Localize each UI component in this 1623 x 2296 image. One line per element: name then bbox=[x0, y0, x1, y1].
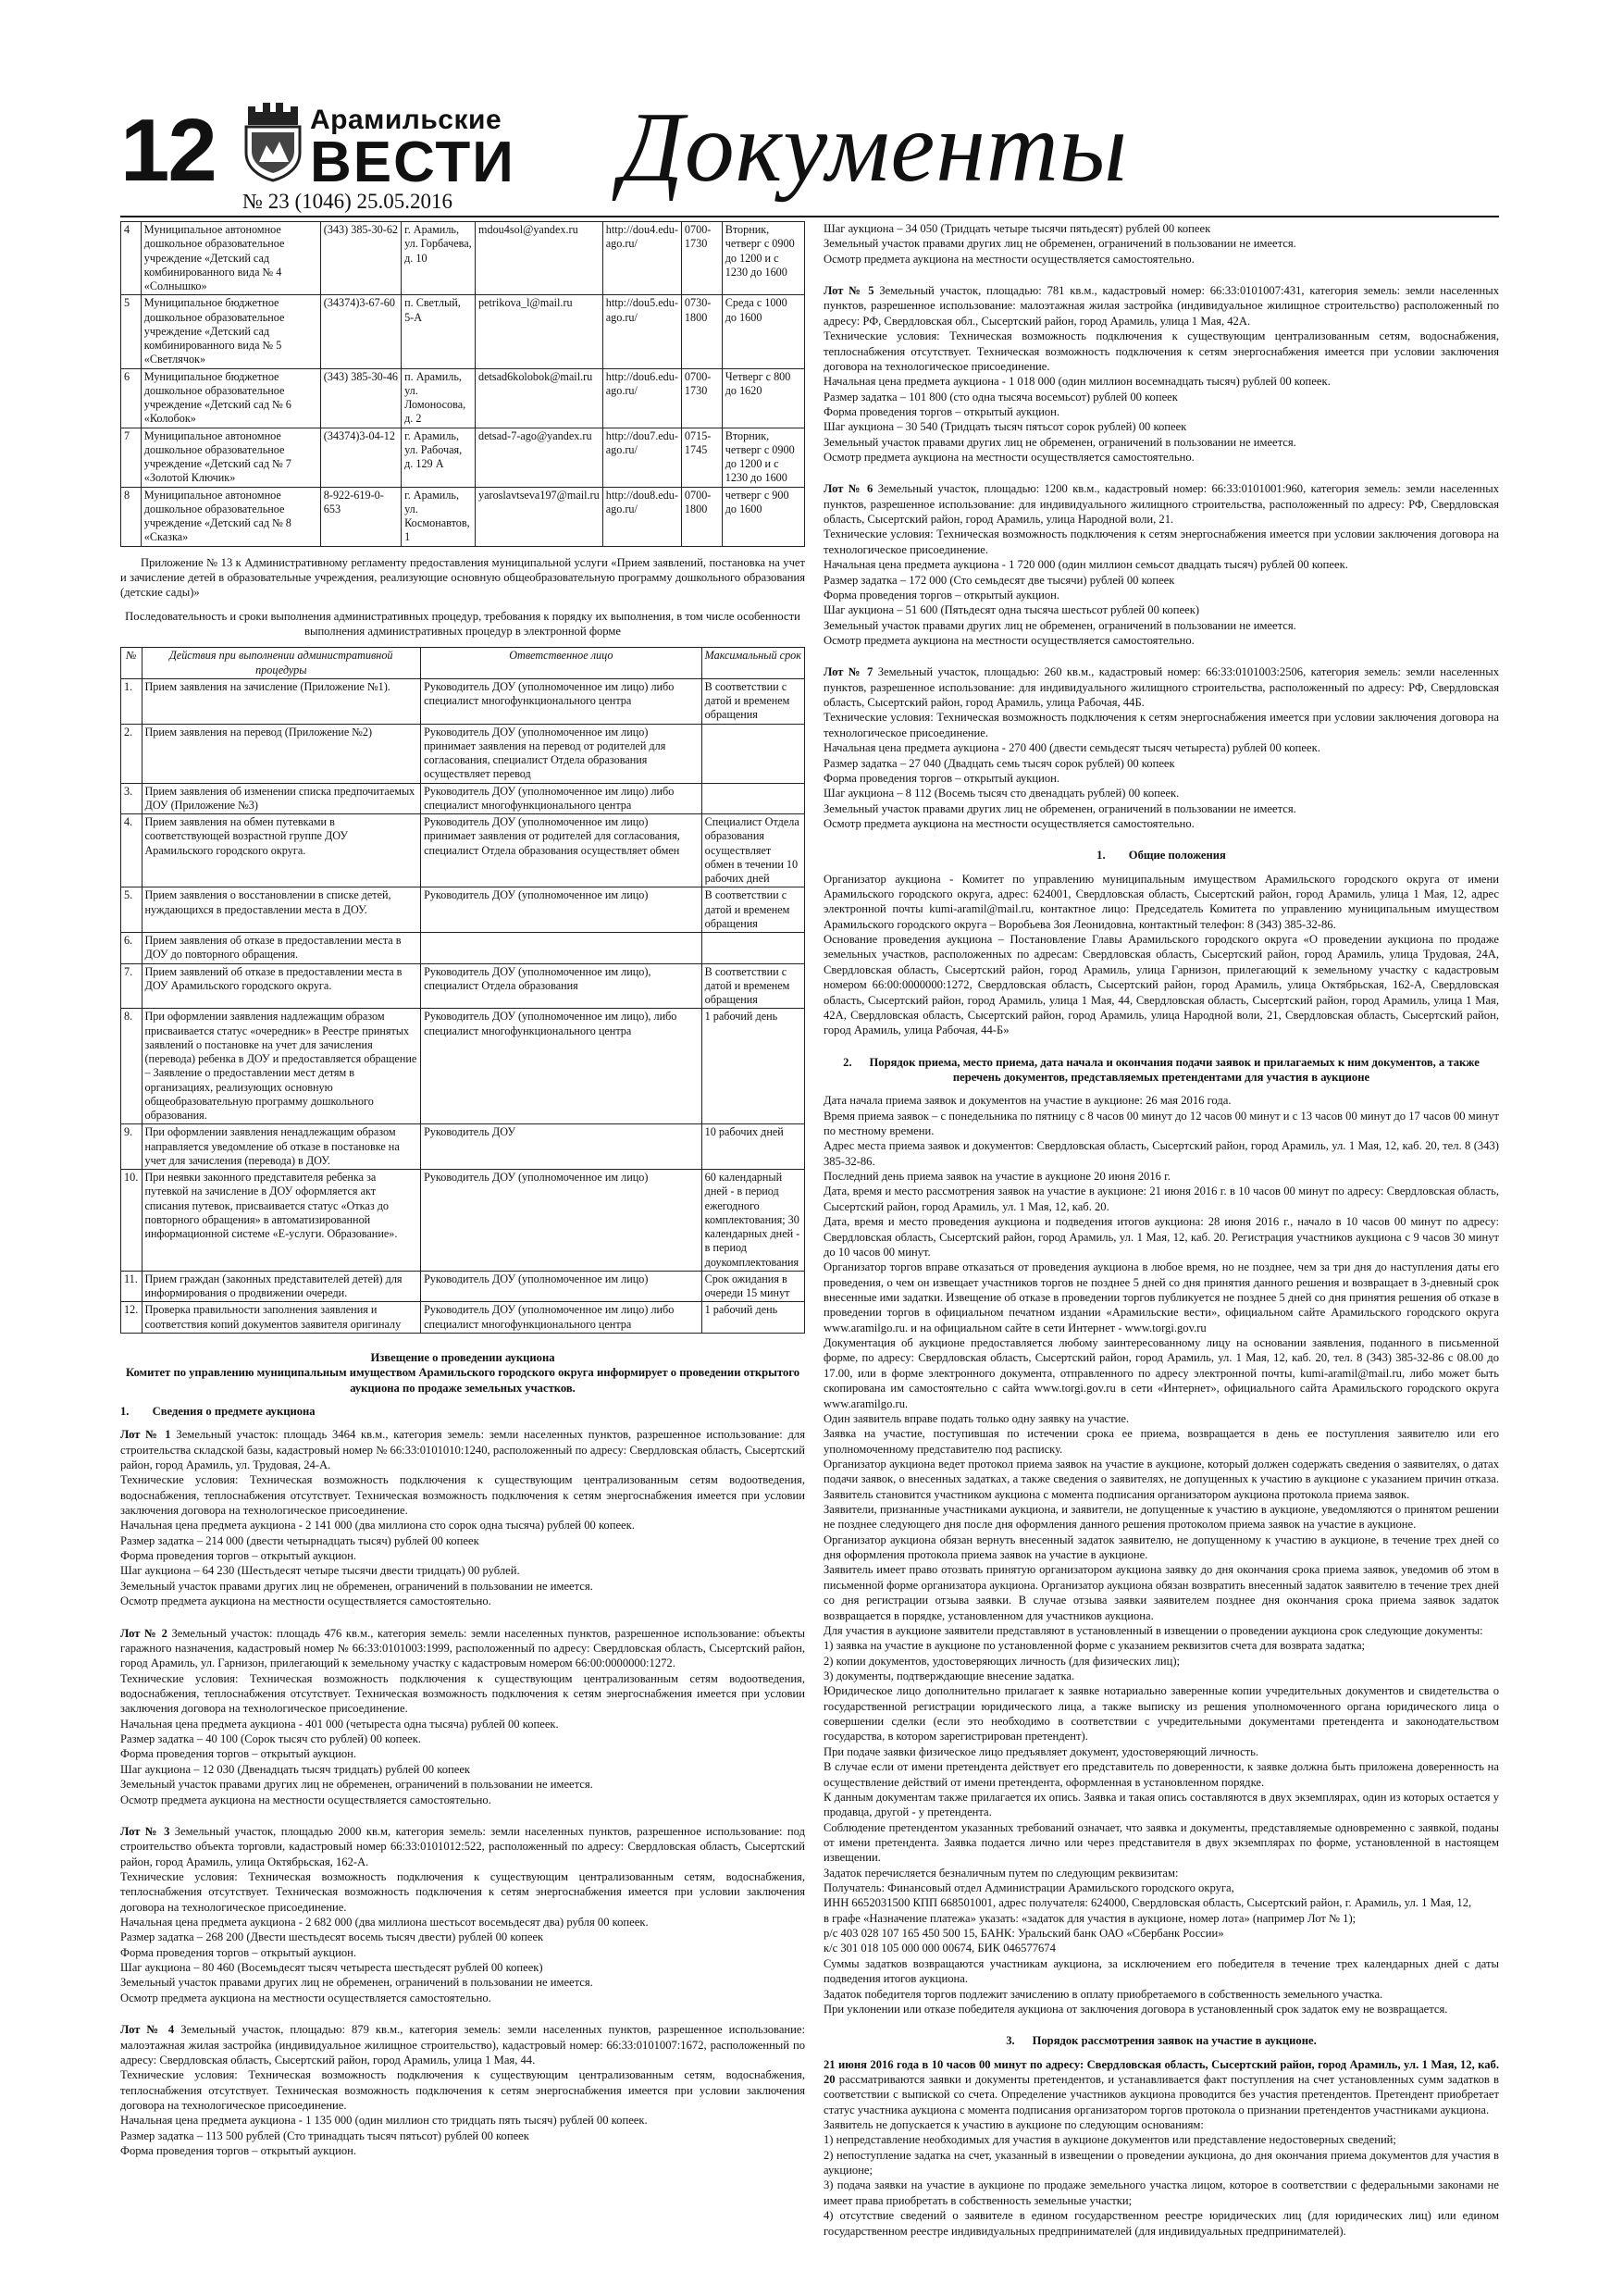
kg-cell-name: Муниципальное бюджетное дошкольное образовательное учреждение «Детский сад № 6 «Колобок» bbox=[141, 368, 320, 428]
paragraph: Шаг аукциона – 34 050 (Тридцать четыре тысячи пятьдесят) рублей 00 копеек bbox=[824, 222, 1211, 235]
section-2-heading: 2. Порядок приема, место приема, дата начала и окончания подачи заявок и прилагаемых к ним документов, а также перечень документов, представляемых претендентами для участия в аукционе bbox=[843, 1055, 1480, 1084]
paragraph: Дата начала приема заявок и документов на участие в аукционе: 26 мая 2016 года. bbox=[824, 1094, 1232, 1108]
procedure-cell-term: В соответствии с датой и временем обращения bbox=[701, 678, 804, 724]
procedure-cell-resp: Руководитель ДОУ (уполномоченное им лицо) bbox=[421, 1271, 702, 1302]
lot-line: Земельный участок правами других лиц не обременен, ограничений в пользовании не имеется. bbox=[120, 1778, 593, 1792]
paragraph: 4) отсутствие сведений о заявителе в едином государственном реестре юридических лиц (для юридических лиц) или едином государственном реестре индивидуальных предпринимателей (для индивидуальных предпринимателей). bbox=[824, 2209, 1499, 2238]
kg-cell-hours: 0730-1800 bbox=[681, 295, 722, 368]
lot-line: Земельный участок правами других лиц не обременен, ограничений в пользовании не имеется. bbox=[824, 618, 1296, 632]
section-3-heading: 3. Порядок рассмотрения заявок на участие в аукционе. bbox=[1006, 2034, 1317, 2048]
procedure-cell-term: Срок ожидания в очереди 15 минут bbox=[701, 1271, 804, 1302]
lot-line: Земельный участок правами других лиц не обременен, ограничений в пользовании не имеется. bbox=[824, 435, 1296, 449]
kg-cell-address: г. Арамиль, ул. Космонавтов, 1 bbox=[402, 487, 476, 546]
paragraph: Юридическое лицо дополнительно прилагает к заявке нотариально заверенные копии учредительных документов и свидетельства о государственной регистрации юридического лица, а также выписку из решения уполномоченного органа юридического лица о совершении сделки (если это необходимо в соответствии с учредительными документами претендента и законодательством государства, в котором зарегистрирован претендент). bbox=[824, 1684, 1499, 1744]
lot-line: Шаг аукциона – 8 112 (Восемь тысяч сто двенадцать рублей) 00 копеек. bbox=[824, 787, 1180, 800]
procedure-cell-n: 7. bbox=[121, 963, 142, 1009]
paragraph: Соблюдение претендентом указанных требований означает, что заявка и документы, представляемые одновременно с заявкой, поданы от имени претендента. Заявка подается лично или через представителя в двух экземплярах по форме, установленной в настоящем извещении. bbox=[824, 1820, 1499, 1865]
table-row bbox=[121, 678, 805, 724]
procedure-cell-n: 3. bbox=[121, 783, 142, 814]
section-2-body bbox=[824, 1093, 1499, 2017]
procedure-cell-action: Прием заявления на зачисление (Приложение №1). bbox=[142, 678, 421, 724]
appendix-title: Последовательность и сроки выполнения административных процедур, требования к порядку их выполнения, в том числе особенности выполнения административных процедур в электронной форме bbox=[125, 609, 800, 638]
procedure-cell-n: 4. bbox=[121, 814, 142, 887]
paragraph: Задаток победителя торгов подлежит зачислению в оплату приобретаемого в собственность земельного участка. bbox=[824, 1987, 1383, 2001]
procedure-cell-resp: Руководитель ДОУ (уполномоченное им лицо), либо специалист многофункционального центра bbox=[421, 1009, 702, 1124]
paragraph: Земельный участок правами других лиц не обременен, ограничений в пользовании не имеется. bbox=[824, 237, 1296, 251]
kg-cell-n: 6 bbox=[121, 368, 142, 428]
paragraph: Заявитель имеет право отозвать принятую организатором аукциона заявку до дня окончания срока приема заявок, уведомив об этом в письменной форме организатора аукциона. Организатор аукциона обязан возвратить внесенный задаток заявителю в течение трех дней со дня регистрации отзыва заявки. В случае отзыва заявки заявителем позднее дня окончания срока приема заявок задаток возвращается в порядке, установленном для участников аукциона. bbox=[824, 1563, 1499, 1622]
auction-title: Извещение о проведении аукциона bbox=[370, 1350, 555, 1364]
lot-description: Земельный участок, площадью: 260 кв.м., кадастровый номер: 66:33:0101003:2506, категория земель: земли населенных пунктов, разрешенное использование: для индивидуального жилищного строительства, расположенный по адресу: РФ, Свердловская область, Сысертский район, город Арамиль, улица Рабочая, 44Б. bbox=[824, 665, 1499, 710]
lot-line: Осмотр предмета аукциона на местности осуществляется самостоятельно. bbox=[120, 1595, 491, 1608]
lot-description: Земельный участок, площадью: 781 кв.м., кадастровый номер: 66:33:0101007:431, категория земель: земли населенных пунктов, разрешенное использование: малоэтажная жилая застройка (индивидуальное жилищное строительство) расположенный по адресу: РФ, Свердловская обл., Сысертский район, город Арамиль, улица 1 Мая, 42А. bbox=[824, 284, 1499, 328]
table-row bbox=[121, 222, 805, 295]
lot-intro bbox=[824, 481, 1499, 527]
kindergarten-table bbox=[120, 221, 805, 547]
table-row bbox=[121, 887, 805, 933]
lot-line: Размер задатка – 101 800 (сто одна тысяча восемьсот) рублей 00 копеек bbox=[824, 390, 1178, 403]
kg-cell-n: 4 bbox=[121, 222, 142, 295]
lot-line: Земельный участок правами других лиц не обременен, ограничений в пользовании не имеется. bbox=[120, 1579, 593, 1593]
lot-line: Технические условия: Техническая возможность подключения к существующим централизованным сетям, водоснабжения, теплоснабжения отсутствует. Техническая возможность подключения к сетям энергоснабжения имеется при условии заключения договора на технологическое присоединение. bbox=[120, 2068, 805, 2112]
lot-line: Осмотр предмета аукциона на местности осуществляется самостоятельно. bbox=[120, 1793, 491, 1806]
procedure-cell-n: 11. bbox=[121, 1271, 142, 1302]
lot-line: Технические условия: Техническая возможность подключения к существующим централизованным сетям водоотведения, водоснабжения, теплоснабжения отсутствует. Техническая возможность подключения к сетям энергоснабжения имеется при условии заключения договора на технологическое присоединение. bbox=[120, 1671, 805, 1716]
kg-cell-days: Вторник, четверг с 0900 до 1200 и с 1230 до 1600 bbox=[722, 428, 804, 487]
col-header-number: № bbox=[121, 648, 142, 679]
section-title: Документы bbox=[620, 93, 1129, 203]
kg-cell-hours: 0700-1730 bbox=[681, 368, 722, 428]
kg-cell-address: п. Арамиль, ул. Ломоносова, д. 2 bbox=[402, 368, 476, 428]
lot-intro bbox=[824, 283, 1499, 329]
lot-description: Земельный участок: площадь 3464 кв.м., категория земель: земли населенных пунктов, разрешенное использование: для строительства складской базы, кадастровый номер № 66:33:0101010:1240, расположенный по адресу: Свердловская область, Сысертский район, город Арамиль, ул. Трудовая, 24-А. bbox=[120, 1428, 806, 1471]
col-header-responsible: Ответственное лицо bbox=[421, 648, 702, 679]
lot-line: Технические условия: Техническая возможность подключения к существующим централизованным сетям водоотведения, водоснабжения, теплоснабжения отсутствует. Техническая возможность подключения к сетям энергоснабжения имеется при условии заключения договора на технологическое присоединение. bbox=[120, 1473, 805, 1518]
procedure-cell-resp: Руководитель ДОУ (уполномоченное им лицо) либо специалист многофункционального центра bbox=[421, 678, 702, 724]
procedure-cell-action: Прием заявлений об отказе в предоставлении места в ДОУ Арамильского городского округа. bbox=[142, 963, 421, 1009]
table-row bbox=[121, 428, 805, 487]
paragraph: Дата, время и место проведения аукциона и подведения итогов аукциона: 28 июня 2016 г., начало в 10 часов 00 минут по адресу: Свердловская область, Сысертский район, город Арамиль, ул. 1 Мая, 12, каб. 20. Регистрация участников аукциона с 9 часов 30 минут до 10 часов 00 минут. bbox=[824, 1215, 1499, 1259]
lot-line: Начальная цена предмета аукциона - 1 135 000 (один миллион сто тридцать пять тысяч) рублей 00 копеек. bbox=[120, 2114, 648, 2128]
procedure-cell-action: Проверка правильности заполнения заявления и соответствия копий документов заявителя оригиналу bbox=[142, 1302, 421, 1334]
lot-line: Технические условия: Техническая возможность подключения к сетям энергоснабжения имеется при условии заключения договора на технологическое присоединение. bbox=[824, 711, 1499, 739]
kg-cell-site: http://dou8.edu-ago.ru/ bbox=[602, 487, 681, 546]
paragraph: Последний день приема заявок на участие в аукционе 20 июня 2016 г. bbox=[824, 1170, 1171, 1184]
col-header-action: Действия при выполнении административной процедуры bbox=[142, 648, 421, 679]
kg-cell-days: Среда с 1000 до 1600 bbox=[722, 295, 804, 368]
procedure-cell-n: 12. bbox=[121, 1302, 142, 1334]
paragraph: 3) документы, подтверждающие внесение задатка. bbox=[824, 1669, 1075, 1682]
procedure-cell-resp: Руководитель ДОУ (уполномоченное им лицо), специалист Отдела образования bbox=[421, 963, 702, 1009]
lot-line: Шаг аукциона – 30 540 (Тридцать тысяч пятьсот сорок рублей) 00 копеек bbox=[824, 420, 1187, 434]
procedure-cell-term bbox=[701, 724, 804, 783]
kg-cell-days: Четверг с 800 до 1620 bbox=[722, 368, 804, 428]
paragraph: Время приема заявок – с понедельника по пятницу с 8 часов 00 минут до 12 часов 00 минут и с 13 часов 00 минут до 17 часов 00 минут по местному времени. bbox=[824, 1109, 1499, 1138]
lot-label: Лот № 2 bbox=[120, 1626, 167, 1640]
table-row bbox=[121, 295, 805, 368]
procedure-cell-n: 5. bbox=[121, 887, 142, 933]
kg-cell-name: Муниципальное бюджетное дошкольное образовательное учреждение «Детский сад комбинированного вида № 5 «Светлячок» bbox=[141, 295, 320, 368]
paragraph: 2) непоступление задатка на счет, указанный в извещении о проведении аукциона, до дня окончания приема документов для участия в аукционе; bbox=[824, 2148, 1499, 2178]
procedure-cell-n: 6. bbox=[121, 933, 142, 964]
procedure-cell-term: В соответствии с датой и временем обращения bbox=[701, 887, 804, 933]
lot-line: Начальная цена предмета аукциона - 401 000 (четыреста одна тысяча) рублей 00 копеек. bbox=[120, 1717, 559, 1731]
lot-line: Осмотр предмета аукциона на местности осуществляется самостоятельно. bbox=[824, 451, 1195, 465]
paragraph: Заявители, признанные участниками аукциона, и заявители, не допущенные к участию в аукционе, уведомляются о принятом решении не позднее следующего дня после дня оформления данного решения протоколом приема заявок на участие в аукционе. bbox=[824, 1503, 1499, 1532]
lot-line: Шаг аукциона – 51 600 (Пятьдесят одна тысяча шестьсот рублей 00 копеек) bbox=[824, 603, 1200, 617]
kg-cell-email: mdou4sol@yandex.ru bbox=[476, 222, 603, 295]
col-header-term: Максимальный срок bbox=[701, 648, 804, 679]
paragraph: Суммы задатков возвращаются участникам аукциона, за исключением его победителя в течение трех календарных дней с даты подведения итогов аукциона. bbox=[824, 1956, 1499, 1986]
paragraph: ИНН 6652031500 КПП 668501001, адрес получателя: 624000, Свердловская область, Сысертский район, г. Арамиль, ул. 1 Мая, 12, bbox=[824, 1896, 1472, 1910]
paragraph: Документация об аукционе предоставляется любому заинтересованному лицу на основании заявления, поданного в письменной форме, по адресу: Свердловская область, Сысертский район, город Арамиль, ул. 1 Мая, 12, каб. 20, тел. 8 (343) 385-32-86 с 08.00 до 17.00, или в форме электронного документа, отправленного по адресу электронной почты, kumi-aramil@mail.ru, либо может быть скопирована им самостоятельно с сайта www.torgi.gov.ru в сети «Интернет», официального сайта Арамильского городского округа www.aramilgo.ru. bbox=[824, 1336, 1499, 1410]
paragraph: Получатель: Финансовый отдел Администрации Арамильского городского округа, bbox=[824, 1881, 1234, 1895]
issue-number: № 23 (1046) 25.05.2016 bbox=[242, 190, 453, 213]
lot-line: Размер задатка – 214 000 (двести четырнадцать тысяч) рублей 00 копеек bbox=[120, 1533, 479, 1547]
lot-line: Начальная цена предмета аукциона - 1 720 000 (один миллион семьсот двадцать тысяч) рублей 00 копеек. bbox=[824, 558, 1348, 572]
left-column bbox=[120, 221, 805, 2175]
paragraph: Организатор аукциона обязан вернуть внесенный задаток заявителю, не допущенному к участию в аукционе, в течение трех дней со дня оформления протокола приема заявок на участие в аукционе. bbox=[824, 1533, 1499, 1562]
kg-cell-phone: (34374)3-67-60 bbox=[320, 295, 401, 368]
procedure-cell-n: 9. bbox=[121, 1124, 142, 1170]
procedure-cell-n: 10. bbox=[121, 1170, 142, 1272]
procedure-cell-action: При оформлении заявления ненадлежащим образом направляется уведомление об отказе в постановке на учет для зачисления (перевода) в ДОУ. bbox=[142, 1124, 421, 1170]
kg-cell-address: г. Арамиль, ул. Горбачева, д. 10 bbox=[402, 222, 476, 295]
kg-cell-phone: 8-922-619-0-653 bbox=[320, 487, 401, 546]
lot-line: Форма проведения торгов – открытый аукцион. bbox=[120, 1549, 357, 1563]
paragraph: 1) непредставление необходимых для участия в аукционе документов или представление недостоверных сведений; bbox=[824, 2133, 1396, 2147]
paragraph: Для участия в аукционе заявители представляют в установленный в извещении о проведении аукциона срок следующие документы: bbox=[824, 1623, 1483, 1637]
lot-line: Осмотр предмета аукциона на местности осуществляется самостоятельно. bbox=[120, 1991, 491, 2004]
kg-cell-n: 5 bbox=[121, 295, 142, 368]
header-rule bbox=[120, 216, 1499, 217]
paragraph: Заявка на участие, поступившая по истечении срока ее приема, возвращается в день ее поступления заявителю или его уполномоченному представителю под расписку. bbox=[824, 1427, 1499, 1456]
page-number: 12 bbox=[120, 101, 216, 200]
right-column bbox=[824, 221, 1499, 2239]
lot-intro bbox=[120, 1824, 805, 1869]
procedure-cell-term: 1 рабочий день bbox=[701, 1009, 804, 1124]
paragraph: Организатор аукциона ведет протокол приема заявок на участие в аукционе, который должен содержать сведения о заявителях, о датах подачи заявок, о внесенных задатках, а также сведения о заявителях, не допущенных к участию в аукционе с указанием причин отказа. Заявитель становится участником аукциона с момента подписания организатором аукциона протокола приема заявок. bbox=[824, 1457, 1499, 1501]
procedure-cell-term: 10 рабочих дней bbox=[701, 1124, 804, 1170]
paragraph: 2) копии документов, удостоверяющих личность (для физических лиц); bbox=[824, 1654, 1181, 1668]
procedure-cell-resp bbox=[421, 933, 702, 964]
table-row bbox=[121, 724, 805, 783]
procedure-cell-resp: Руководитель ДОУ bbox=[421, 1124, 702, 1170]
table-row bbox=[121, 1009, 805, 1124]
procedure-cell-action: Прием заявления об изменении списка предпочитаемых ДОУ (Приложение №3) bbox=[142, 783, 421, 814]
paragraph: к/с 301 018 105 000 000 00674, БИК 046577674 bbox=[824, 1942, 1056, 1955]
paragraph: Осмотр предмета аукциона на местности осуществляется самостоятельно. bbox=[824, 252, 1195, 266]
general-heading: 1. Общие положения bbox=[1096, 849, 1226, 863]
paragraph: Организатор аукциона - Комитет по управлению муниципальным имуществом Арамильского городского округа от имени Арамильского городского округа, адрес: 624001, Свердловская область, Сысертский район, город Арамиль, улица 1 Мая, 12, адрес электронной почты kumi-aramil@mail.ru, контактное лицо: Председатель Комитета по управлению муниципальным имуществом Арамильского городского округа – Воробьева Зоя Леонидовна, контактный телефон: 8 (343) 385-32-86. bbox=[824, 872, 1499, 931]
procedure-cell-action: Прием заявления о восстановлении в списке детей, нуждающихся в предоставлении места в ДОУ. bbox=[142, 887, 421, 933]
paragraph: Адрес места приема заявок и документов: Свердловская область, Сысертский район, город Арамиль, ул. 1 Мая, 12, каб. 20, тел. 8 (343) 385-32-86. bbox=[824, 1139, 1499, 1168]
brand-name-top: Арамильские bbox=[310, 105, 502, 135]
coat-of-arms-icon bbox=[241, 97, 305, 182]
lot-line: Технические условия: Техническая возможность подключения к существующим централизованным сетям, водоснабжения, теплоснабжения отсутствует. Техническая возможность подключения к сетям энергоснабжения имеется при условии заключения договора на технологическое присоединение. bbox=[824, 329, 1499, 373]
kg-cell-site: http://dou6.edu-ago.ru/ bbox=[602, 368, 681, 428]
kg-cell-n: 8 bbox=[121, 487, 142, 546]
kg-cell-days: четверг с 900 до 1600 bbox=[722, 487, 804, 546]
paragraph: В случае если от имени претендента действует его представитель по доверенности, к заявке должна быть приложена доверенность на осуществление действий от имени претендента, оформленная в установленном порядке. bbox=[824, 1760, 1499, 1789]
lot-label: Лот № 5 bbox=[824, 284, 874, 298]
lot-line: Технические условия: Техническая возможность подключения к существующим централизованным сетям, водоснабжения, теплоснабжения отсутствует. Техническая возможность подключения к сетям энергоснабжения имеется при условии заключения договора на технологическое присоединение. bbox=[120, 1869, 805, 1914]
procedure-cell-n: 8. bbox=[121, 1009, 142, 1124]
lot-line: Осмотр предмета аукциона на местности осуществляется самостоятельно. bbox=[824, 816, 1195, 830]
procedure-cell-action: При оформлении заявления надлежащим образом присваивается статус «очередник» в Реестре принятых заявлений о постановке на учет для зачисления (перевода) ребенка в ДОУ и предоставляется обращение – Заявление о предоставлении мест детям в организациях, реализующих основную общеобразовательную программу дошкольного образования. bbox=[142, 1009, 421, 1124]
paragraph: Задаток перечисляется безналичным путем по следующим реквизитам: bbox=[824, 1866, 1179, 1880]
lot-line: Форма проведения торгов – открытый аукцион. bbox=[824, 771, 1060, 785]
kg-cell-n: 7 bbox=[121, 428, 142, 487]
lot-line: Размер задатка – 172 000 (Сто семьдесят две тысячи) рублей 00 копеек bbox=[824, 573, 1175, 587]
lot-label: Лот № 3 bbox=[120, 1824, 170, 1838]
kg-cell-site: http://dou4.edu-ago.ru/ bbox=[602, 222, 681, 295]
lot-description: Земельный участок, площадью: 1200 кв.м., кадастровый номер: 66:33:0101001:960, категория земель: земли населенных пунктов, разрешенное использование: для индивидуального жилищного строительства, расположенный по адресу: РФ, Свердловская область, Сысертский район, город Арамиль, улица Народной воли, 21. bbox=[824, 482, 1499, 527]
kg-cell-name: Муниципальное автономное дошкольное образовательное учреждение «Детский сад № 8 «Сказка» bbox=[141, 487, 320, 546]
paragraph: Дата, время и место рассмотрения заявок на участие в аукционе: 21 июня 2016 г. в 10 часов 00 минут по адресу: Свердловская область, Сысертский район, город Арамиль, ул. 1 Мая, 12, каб. 20. bbox=[824, 1185, 1499, 1213]
kg-cell-phone: (34374)3-04-12 bbox=[320, 428, 401, 487]
lot-line: Начальная цена предмета аукциона - 1 018 000 (один миллион восемнадцать тысяч) рублей 00 копеек. bbox=[824, 375, 1331, 389]
lot-line: Технические условия: Техническая возможность подключения к сетям энергоснабжения имеется при условии заключения договора на технологическое присоединение. bbox=[824, 527, 1499, 556]
table-row bbox=[121, 814, 805, 887]
lot-line: Форма проведения торгов – открытый аукцион. bbox=[120, 1945, 357, 1959]
table-row bbox=[121, 963, 805, 1009]
paragraph: При подаче заявки физическое лицо предъявляет документ, удостоверяющий личность. bbox=[824, 1744, 1259, 1758]
lot-line: Шаг аукциона – 80 460 (Восемьдесят тысяч четыреста шестьдесят рублей 00 копеек) bbox=[120, 1961, 543, 1975]
procedure-cell-action: Прием граждан (законных представителей детей) для информирования о продвижении очереди. bbox=[142, 1271, 421, 1302]
procedure-cell-resp: Руководитель ДОУ (уполномоченное им лицо) bbox=[421, 1170, 702, 1272]
table-row bbox=[121, 783, 805, 814]
lot-intro bbox=[120, 1427, 805, 1472]
procedure-cell-resp: Руководитель ДОУ (уполномоченное им лицо) bbox=[421, 887, 702, 933]
lot-line: Форма проведения торгов – открытый аукцион. bbox=[824, 404, 1060, 418]
lot-line: Земельный участок правами других лиц не обременен, ограничений в пользовании не имеется. bbox=[824, 801, 1296, 815]
lot-line: Размер задатка – 27 040 (Двадцать семь тысяч сорок рублей) 00 копеек bbox=[824, 756, 1175, 770]
kg-cell-name: Муниципальное автономное дошкольное образовательное учреждение «Детский сад № 7 «Золотой Ключик» bbox=[141, 428, 320, 487]
kg-cell-email: detsad-7-ago@yandex.ru bbox=[476, 428, 603, 487]
paragraph: К данным документам также прилагается их опись. Заявка и такая опись составляются в двух экземплярах, один из которых остается у продавца, другой - у претендента. bbox=[824, 1790, 1499, 1819]
kg-cell-email: yaroslavtseva197@mail.ru bbox=[476, 487, 603, 546]
lot-description: Земельный участок: площадь 476 кв.м., категория земель: земли населенных пунктов, разрешенное использование: объекты гаражного назначения, кадастровый номер № 66:33:0101003:1999, расположенный по адресу: Свердловская область, Сысертский район, город Арамиль, ул. Гарнизон, прилегающий к земельному участку с кадастровым номером 66:00:0000000:1272. bbox=[120, 1626, 805, 1670]
lot-4-continuation bbox=[824, 221, 1499, 267]
section-3-lead: 21 июня 2016 года в 10 часов 00 минут по адресу: Свердловская область, Сысертский район, город Арамиль, ул. 1 Мая, 12, каб. 20 рассматриваются заявки и документы претендентов, и устанавливается факт поступления на счет установленных сумм задатков в соответствии с выпиской со счета. Определение участников аукциона проводится без участия претендентов. Претендент приобретает статус участника аукциона с момента подписания организатором торгов протокола о признании претендентов участниками аукциона. bbox=[824, 2057, 1499, 2116]
general-provisions bbox=[824, 872, 1499, 1038]
lots-left bbox=[120, 1427, 805, 2175]
kg-cell-site: http://dou5.edu-ago.ru/ bbox=[602, 295, 681, 368]
procedure-cell-n: 2. bbox=[121, 724, 142, 783]
procedure-cell-term: 60 календарный дней - в период ежегодного комплектования; 30 календарных дней - в период доукомплектования bbox=[701, 1170, 804, 1272]
appendix-note: Приложение № 13 к Административному регламенту предоставления муниципальной услуги «Прием заявлений, постановка на учет и зачисление детей в образовательные учреждения, реализующие основную общеобразовательную программу дошкольного образования (детские сады)» bbox=[120, 555, 805, 600]
paragraph: 3) подача заявки на участие в аукционе по продаже земельного участка лицом, которое в соответствии с федеральными законами не имеет права приобретать в собственность земельные участки; bbox=[824, 2178, 1499, 2207]
lot-line: Форма проведения торгов – открытый аукцион. bbox=[120, 1747, 357, 1761]
lot-line: Земельный участок правами других лиц не обременен, ограничений в пользовании не имеется. bbox=[120, 1976, 593, 1990]
lot-line: Размер задатка – 40 100 (Сорок тысяч сто рублей) 00 копеек. bbox=[120, 1732, 421, 1746]
lot-line: Начальная цена предмета аукциона - 2 682 000 (два миллиона шестьсот восемьдесят два) рубля 00 копеек. bbox=[120, 1916, 649, 1930]
procedures-table bbox=[120, 647, 805, 1334]
procedure-cell-action: Прием заявления об отказе в предоставлении места в ДОУ до повторного обращения. bbox=[142, 933, 421, 964]
lot-label: Лот № 4 bbox=[120, 2023, 175, 2037]
procedure-cell-resp: Руководитель ДОУ (уполномоченное им лицо) принимает заявления на перевод от родителей для согласования, специалист Отдела образования осуществляет перевод bbox=[421, 724, 702, 783]
table-row bbox=[121, 368, 805, 428]
table-row bbox=[121, 487, 805, 546]
lot-line: Форма проведения торгов – открытый аукцион. bbox=[824, 588, 1060, 602]
table-row bbox=[121, 1124, 805, 1170]
paragraph: Основание проведения аукциона – Постановление Главы Арамильского городского округа «О проведении аукциона по продаже земельных участков, расположенных по адресам: Свердловская область, Сысертский район, город Арамиль, улица Трудовая, 24А, Свердловская область, Сысертский район, город Арамиль, улица Гарнизон, прилегающий к земельному участку с кадастровым номером 66:00:0000000:1272, Свердловская область, Сысертский район, город Арамиль, улица Октябрьская, 162-А, Свердловская область, Сысертский район, город Арамиль, улица 1 Мая, 44, Свердловская область, Сысертский район, город Арамиль, улица 1 Мая, 42А, Свердловская область, Сысертский район, город Арамиль, улица Народной воли, 21, Свердловская область, Сысертский район, город Арамиль, улица Рабочая, 44-Б» bbox=[824, 933, 1499, 1037]
lot-line: Шаг аукциона – 64 230 (Шестьдесят четыре тысячи двести тридцать) 00 рублей. bbox=[120, 1564, 520, 1578]
kg-cell-hours: 0700-1800 bbox=[681, 487, 722, 546]
procedure-cell-term: Специалист Отдела образования осуществляет обмен в течении 10 рабочих дней bbox=[701, 814, 804, 887]
procedure-cell-term: В соответствии с датой и временем обращения bbox=[701, 963, 804, 1009]
auction-subtitle: Комитет по управлению муниципальным имуществом Арамильского городского округа информирует о проведении открытого аукциона по продаже земельных участков. bbox=[125, 1366, 800, 1395]
table-row bbox=[121, 1271, 805, 1302]
lot-description: Земельный участок, площадью 2000 кв.м, категория земель: земли населенных пунктов, разрешенное использование: под строительство объекта торговли, кадастровый номер 66:33:0101012:522, расположенный по адресу: Свердловская область, Сысертский район, город Арамиль, улица Октябрьская, 162-А. bbox=[120, 1824, 806, 1868]
lot-line: Осмотр предмета аукциона на местности осуществляется самостоятельно. bbox=[824, 633, 1195, 647]
paragraph: Один заявитель вправе подать только одну заявку на участие. bbox=[824, 1411, 1130, 1425]
lots-right bbox=[824, 283, 1499, 848]
lot-intro bbox=[120, 2022, 805, 2067]
procedure-cell-term: 1 рабочий день bbox=[701, 1302, 804, 1334]
lot-intro bbox=[120, 1626, 805, 1671]
procedure-cell-resp: Руководитель ДОУ (уполномоченное им лицо) принимает заявления от родителей для согласования, специалист Отдела образования осуществляет обмен bbox=[421, 814, 702, 887]
lot-line: Начальная цена предмета аукциона - 270 400 (двести семьдесят тысяч четыреста) рублей 00 копеек. bbox=[824, 741, 1320, 755]
section-3-body bbox=[824, 2117, 1499, 2239]
kg-cell-site: http://dou7.edu-ago.ru/ bbox=[602, 428, 681, 487]
kg-cell-phone: (343) 385-30-46 bbox=[320, 368, 401, 428]
kg-cell-days: Вторник, четверг с 0900 до 1200 и с 1230 до 1600 bbox=[722, 222, 804, 295]
brand-name-main: ВЕСТИ bbox=[310, 130, 515, 194]
lot-intro bbox=[824, 664, 1499, 710]
paragraph: При уклонении или отказе победителя аукциона от заключения договора в установленный срок задаток ему не возвращается. bbox=[824, 2002, 1448, 2016]
procedure-cell-term bbox=[701, 783, 804, 814]
procedure-cell-action: Прием заявления на перевод (Приложение №2) bbox=[142, 724, 421, 783]
section-1-heading: 1. Сведения о предмете аукциона bbox=[120, 1404, 316, 1418]
procedure-cell-resp: Руководитель ДОУ (уполномоченное им лицо) либо специалист многофункционального центра bbox=[421, 1302, 702, 1334]
procedure-cell-resp: Руководитель ДОУ (уполномоченное им лицо) либо специалист многофункционального центра bbox=[421, 783, 702, 814]
kg-cell-hours: 0700-1730 bbox=[681, 222, 722, 295]
lot-label: Лот № 6 bbox=[824, 482, 873, 496]
kg-cell-phone: (343) 385-30-62 bbox=[320, 222, 401, 295]
lot-line: Размер задатка – 113 500 рублей (Сто тринадцать тысяч пятьсот) рублей 00 копеек bbox=[120, 2128, 529, 2142]
kg-cell-address: п. Светлый, 5-А bbox=[402, 295, 476, 368]
paragraph: в графе «Назначение платежа» указать: «задаток для участия в аукционе, номер лота» (например Лот № 1); bbox=[824, 1911, 1357, 1925]
procedure-cell-action: Прием заявления на обмен путевками в соответствующей возрастной группе ДОУ Арамильского городского округа. bbox=[142, 814, 421, 887]
table-row bbox=[121, 933, 805, 964]
lot-label: Лот № 1 bbox=[120, 1428, 171, 1442]
lot-label: Лот № 7 bbox=[824, 665, 873, 679]
kg-cell-address: г. Арамиль, ул. Рабочая, д. 129 А bbox=[402, 428, 476, 487]
lot-line: Форма проведения торгов – открытый аукцион. bbox=[120, 2144, 357, 2158]
lot-description: Земельный участок, площадью: 879 кв.м., категория земель: земли населенных пунктов, разрешенное использование: малоэтажная жилая застройка (индивидуальное жилищное строительство), кадастровый номер: 66:33:0101007:1672, расположенный по адресу: Свердловская область, Сысертский район, город Арамиль, улица 1 Мая, 44. bbox=[120, 2023, 805, 2066]
procedure-cell-action: При неявки законного представителя ребенка за путевкой на зачисление в ДОУ оформляется акт списания путевок, присваивается статус «Отказ до повторного обращения» в автоматизированной информационной системе «Е-услуги. Образование». bbox=[142, 1170, 421, 1272]
table-row bbox=[121, 1170, 805, 1272]
paragraph: Организатор торгов вправе отказаться от проведения аукциона в любое время, но не позднее, чем за три дня до наступления даты его проведения, о чем он извещает участников торгов не позднее 5 дней со дня принятия данного решения и возвращает в 3-дневный срок внесенные ими задатки. Извещение об отказе в проведении торгов публикуется не позднее 5 дней со дня принятия решения об отказе в проведении торгов в официальном печатном издании «Арамильские вести», официальном сайте Арамильского городского округа www.aramilgo.ru. и на официальном сайте в сети Интернет - www.torgi.gov.ru bbox=[824, 1260, 1499, 1334]
kg-cell-email: petrikova_l@mail.ru bbox=[476, 295, 603, 368]
lot-line: Шаг аукциона – 12 030 (Двенадцать тысяч тридцать) рублей 00 копеек bbox=[120, 1762, 471, 1776]
lot-line: Размер задатка – 268 200 (Двести шестьдесят восемь тысяч двести) рублей 00 копеек bbox=[120, 1930, 544, 1944]
lot-line: Начальная цена предмета аукциона - 2 141 000 (два миллиона сто сорок одна тысяча) рублей 00 копеек. bbox=[120, 1519, 635, 1533]
kg-cell-email: detsad6kolobok@mail.ru bbox=[476, 368, 603, 428]
procedure-cell-n: 1. bbox=[121, 678, 142, 724]
procedure-cell-term bbox=[701, 933, 804, 964]
paragraph: Заявитель не допускается к участию в аукционе по следующим основаниям: bbox=[824, 2118, 1204, 2132]
table-row bbox=[121, 1302, 805, 1334]
kg-cell-name: Муниципальное автономное дошкольное образовательное учреждение «Детский сад комбинированного вида № 4 «Солнышко» bbox=[141, 222, 320, 295]
paragraph: р/с 403 028 107 165 450 500 15, БАНК: Уральский банк ОАО «Сбербанк России» bbox=[824, 1927, 1224, 1941]
paragraph: 1) заявка на участие в аукционе по установленной форме с указанием реквизитов счета для возврата задатка; bbox=[824, 1639, 1366, 1653]
kg-cell-hours: 0715-1745 bbox=[681, 428, 722, 487]
masthead bbox=[120, 93, 1499, 217]
